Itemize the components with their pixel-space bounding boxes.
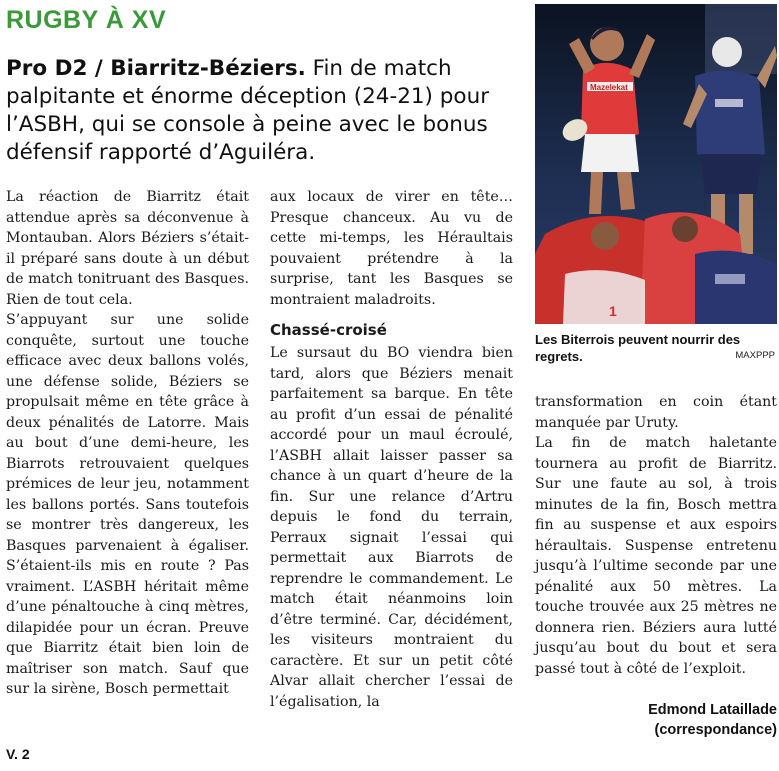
paragraph: La fin de match haletante tournera au profit de Biarritz. Sur une faute au sol, à trois minutes de la fin, Bosch mettra fin au suspense et aux espoirs héraultais. Suspense entretenu jusqu’à l’ultime seconde par une pénalité aux 50 mètres. La touche trouvée aux 25 mètres ne donnera rien. Béziers aura lutté jusqu’au bout du bout et sera passé tout à côté de l’exploit. [535, 435, 777, 677]
paragraph: transformation en coin étant manquée par Uruty. [535, 394, 777, 431]
photo-caption [535, 331, 777, 365]
paragraph: La réaction de Biarritz était attendue après sa déconvenue à Montauban. Alors Béziers s’était-il préparé sans doute à un début de match tonitruant des Basques. Rien de tout cela. [6, 189, 249, 308]
headline [6, 55, 526, 167]
match-photo [535, 4, 777, 324]
headline-lead: Pro D2 / Biarritz-Béziers. [6, 56, 306, 81]
paragraph: aux locaux de virer en tête… Presque chanceux. Au vu de cette mi-temps, les Héraultais pouvaient prétendre à la surprise, tant les Basques se montraient maladroits. [270, 189, 513, 308]
caption-text: Les Biterrois peuvent nourrir des regrets. [535, 332, 741, 364]
paragraph: S’appuyant sur une solide conquête, surtout une touche efficace avec deux ballons volés, une défense solide, Béziers se propulsait même en tête grâce à deux pénalités de Latorre. Mais au bout d’une demi-heure, les Biarrots retrouvaient quelques prémices de leur jeu, notamment les ballons portés. Sans toutefois se montrer très dangereux, les Basques parvenaient à égaliser. S’étaient-ils mis en route ? Pas vraiment. L’ASBH héritait même d’une pénaltouche à cinq mètres, dilapidée pour un écran. Preuve que Biarritz était bien loin de maîtriser son match. Sauf que sur la sirène, Bosch permettait [6, 312, 249, 697]
section-kicker: RUGBY À XV [6, 6, 167, 34]
rugby-lineout-image [535, 4, 777, 324]
page-number: V. 2 [6, 746, 30, 762]
svg-text:1: 1 [609, 303, 617, 319]
article-column-2 [270, 187, 513, 712]
subheading: Chassé-croisé [270, 321, 387, 339]
article-column-3 [535, 392, 777, 679]
author-name: Edmond Lataillade [648, 702, 777, 718]
photo-credit: MAXPPP [735, 350, 775, 361]
byline [535, 700, 777, 740]
article-column-1 [6, 187, 249, 700]
headline-rest: Fin de match palpitante et énorme déception (24-21) pour l’ASBH, qui se console à peine avec le bonus défensif rapporté d’Aguiléra. [6, 56, 490, 165]
author-role: (correspondance) [654, 722, 777, 738]
shirt-sponsor-text: Mazelekat [590, 83, 628, 92]
paragraph: Le sursaut du BO viendra bien tard, alors que Béziers menait parfaitement sa barque. En tête au profit d’un essai de pénalité accordé pour un maul écroulé, l’ASBH allait laisser passer sa chance à un quart d’heure de la fin. Sur une relance d’Artru depuis le fond du terrain, Perraux signait l’essai qui permettait aux Biarrots de reprendre le commandement. Le match était néanmoins loin d’être terminé. Car, décidément, les visiteurs montraient du caractère. Et sur un petit côté Alvar allait chercher l’essai de l’égalisation, la [270, 345, 513, 710]
